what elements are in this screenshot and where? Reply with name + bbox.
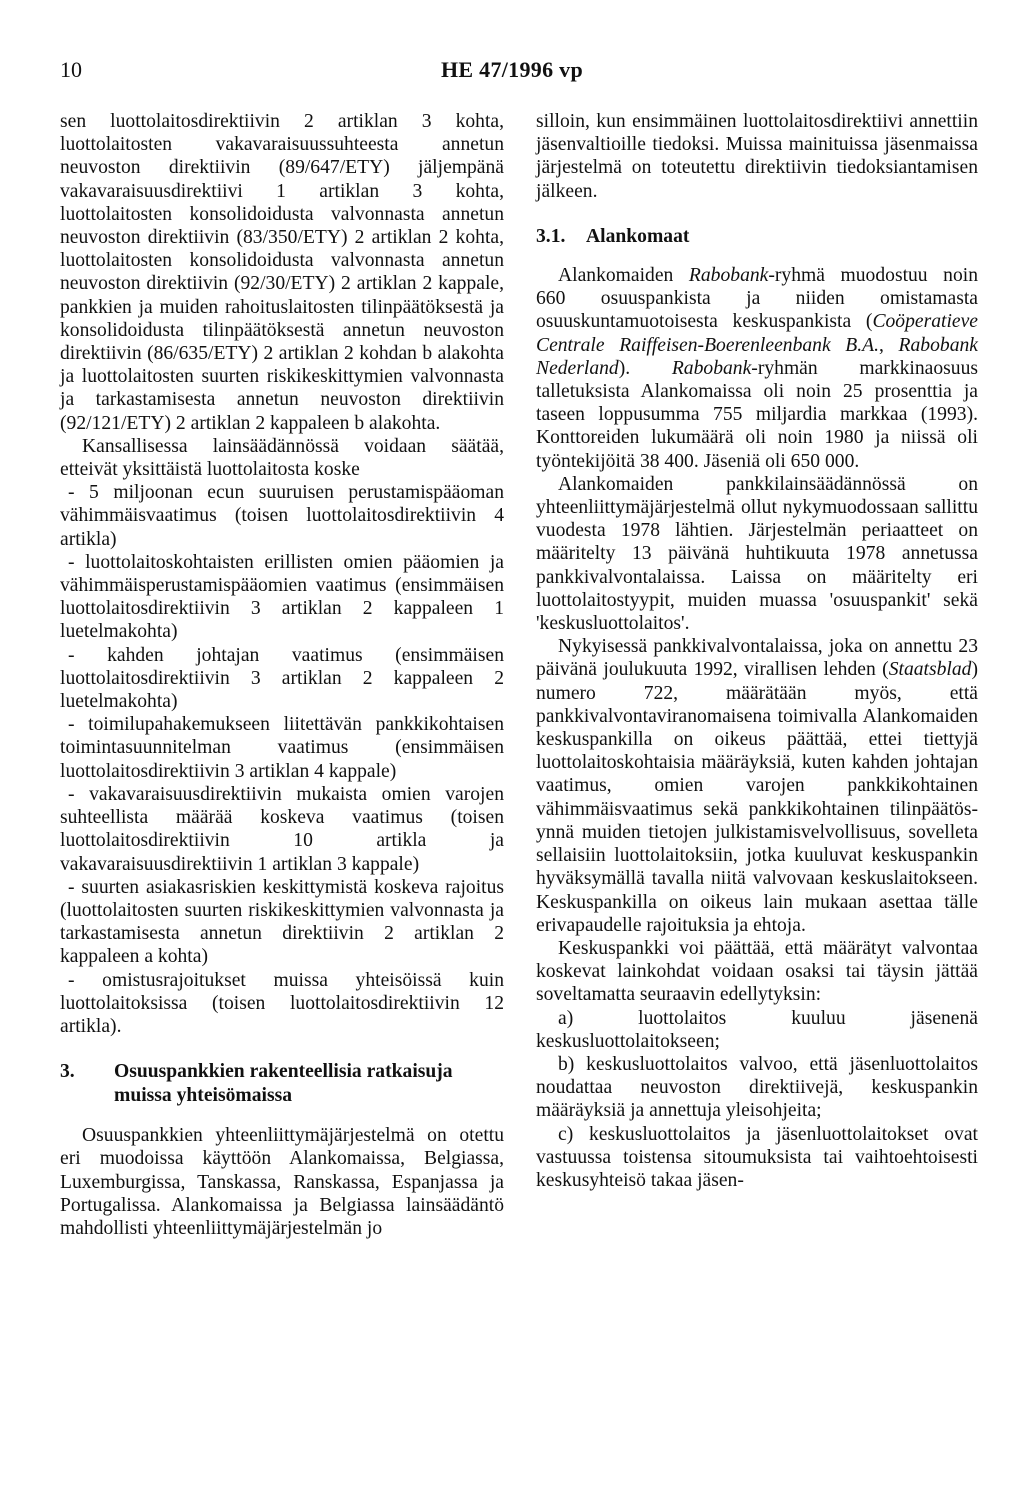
text-run: , [879,334,899,356]
text-run: ). [618,357,672,379]
section-heading [60,1060,504,1108]
page-number: 10 [60,57,82,82]
text-run: -ryhmä muodostuu noin 660 osuuspankista ja niiden omistamasta osuuskuntamuotoisesta keskuspankista ( [536,265,978,333]
journal-reference: HE 47/1996 vp [440,57,584,82]
paragraph: Kansallisessa lainsäädännössä voidaan säätää, etteivät yksittäistä luottolaitosta koske [60,435,504,481]
subsection-title: Alankomaat [586,225,690,247]
list-item: - toimilupahakemukseen liitettävän pankkikohtaisen toimintasuunnitelman vaatimus (ensimmäisen luottolaitosdirektiivin 3 artiklan 4 kappale) [60,714,504,782]
left-column [60,110,504,1240]
condition-item: c) keskusluottolaitos ja jäsenluottolaitokset ovat vastuussa toistensa sitoumuksista tai vaihtoehtoisesti keskusyhteisö takaa jäsen- [536,1123,978,1191]
paragraph [536,635,978,937]
list-item: - suurten asiakasriskien keskittymistä koskeva rajoitus (luottolaitosten suurten riskikeskittymien valvonnasta ja tarkastamisesta annetun direktiivin 2 artiklan 2 kappaleen a kohta) [60,876,504,968]
italic-term: Rabobank Nederland [536,334,978,379]
list-item: - 5 miljoonan ecun suuruisen perustamispääoman vähimmäisvaatimus (toisen luottolaitosdirektiivin 4 artikla) [60,482,504,550]
paragraph: Keskuspankki voi päättää, että määrätyt valvontaa koskevat lainkohdat voidaan osaksi tai täysin jättää soveltamatta seuraavin edellytyksin: [536,937,978,1006]
condition-item: a) luottolaitos kuuluu jäsenenä keskusluottolaitokseen; [536,1007,978,1052]
paragraph: Alankomaiden pankkilainsäädännössä on yhteenliittymäjärjestelmä ollut nykymuodossaan sallittu vuodesta 1978 lähtien. Järjestelmän periaatteet on määritelty 13 päivänä huhtikuuta 1978 annetussa pankkivalvontalaissa. Laissa on määritelty eri luottolaitostyypit, muiden muassa 'osuuspankit' sekä 'keskusluottolaitos'. [536,473,978,635]
italic-term: Rabobank [688,265,769,287]
right-column [536,110,978,1192]
italic-term: Coöperatieve Centrale Raiffeisen-Boerenleenbank B.A. [536,311,978,356]
paragraph: sen luottolaitosdirektiivin 2 artiklan 3 kohta, luottolaitosten vakavaraisuussuhteesta annetun neuvoston direktiivin (89/647/ETY) jäljempänä vakavaraisuusdirektiivi 1 artiklan 3 kohta, luottolaitosten konsolidoidusta valvonnasta annetun neuvoston direktiivin (83/350/ETY) 2 artiklan 2 kohta, luottolaitosten konsolidoidusta valvonnasta annetun neuvoston direktiivin (92/30/ETY) 2 artiklan 2 kappale, pankkien ja muiden rahoituslaitosten tilinpäätöksestä ja konsolidoidusta tilinpäätöksestä annetun neuvoston direktiivin (86/635/ETY) 2 artiklan 2 kohdan b alakohta ja luottolaitosten suurten riskikeskittymien valvonnasta ja tarkastamisesta annetun neuvoston direktiivin (92/121/ETY) 2 artiklan 2 kappaleen b alakohta. [60,111,504,434]
text-run: ) numero 722, määrätään myös, että pankkivalvontaviranomaisena toimivalla Alankomaiden keskuspankilla on oikeus päättää, ettei tiettyjä luottolaitoskohtaisia määräyksiä, kuten kahden johtajan vaatimus, omien varojen pankkikohtainen vähimmäisvaatimus sekä pankkikohtainen tilinpäätös- ynnä muiden tietojen julkistamisvelvollisuus, sovelleta sellaisiin luottolaitoksiin, jotka kuuluvat keskuspankin hyväksymällä tavalla niitä valvovaan keskuslaitokseen. Keskuspankilla on oikeus lain mukaan asettaa tälle erivapaudelle rajoituksia ja ehtoja. [536,659,978,936]
list-item: - luottolaitoskohtaisten erillisten omien pääomien ja vähimmäisperustamispääomien vaatimus (ensimmäisen luottolaitosdirektiivin 3 artiklan 2 kappaleen 1 luetelmakohta) [60,551,504,643]
list-item: - kahden johtajan vaatimus (ensimmäisen luottolaitosdirektiivin 3 artiklan 2 kappaleen 2 luetelmakohta) [60,644,504,713]
section-title: Osuuspankkien rakenteellisia ratkaisuja muissa yhteisömaissa [114,1061,453,1107]
section-number: 3. [60,1061,75,1083]
italic-term: Staatsblad [888,659,972,681]
page-header [60,52,964,88]
text-run: -ryhmän markkinaosuus talletuksista Alankomaissa oli noin 25 prosenttia ja taseen loppusumma 755 miljardia markkaa (1993). Konttoreiden lukumäärä oli noin 1980 ja niissä oli työntekijöitä 38 400. Jäseniä oli 650 000. [536,357,978,472]
subsection-heading [536,225,978,248]
text-run: Nykyisessä pankkivalvontalaissa, joka on annettu 23 päivänä joulukuuta 1992, virallisen lehden ( [536,636,978,681]
text-run: Alankomaiden [558,265,689,287]
subsection-number: 3.1. [536,225,566,247]
condition-item: b) keskusluottolaitos valvoo, että jäsenluottolaitos noudattaa neuvoston direktiivejä, keskuspankin määräyksiä ja annettuja yleisohjeita; [536,1053,978,1122]
paragraph: Osuuspankkien yhteenliittymäjärjestelmä on otettu eri muodoissa käyttöön Alankomaissa, Belgiassa, Luxemburgissa, Tanskassa, Ranskassa, Espanjassa ja Portugalissa. Alankomaissa ja Belgiassa lainsäädäntö mahdollisti yhteenliittymäjärjestelmän jo [60,1125,504,1239]
paragraph [536,264,978,473]
list-item: - omistusrajoitukset muissa yhteisöissä kuin luottolaitoksissa (toisen luottolaitosdirektiivin 12 artikla). [60,969,504,1037]
paragraph: silloin, kun ensimmäinen luottolaitosdirektiivi annettiin jäsenvaltioille tiedoksi. Muissa mainituissa jäsenmaissa järjestelmä on toteutettu direktiivin tiedoksiantamisen jälkeen. [536,111,978,202]
list-item: - vakavaraisuusdirektiivin mukaista omien varojen suhteellista määrää koskeva vaatimus (toisen luottolaitosdirektiivin 10 artikla ja vakavaraisuusdirektiivin 1 artiklan 3 kappale) [60,783,504,875]
italic-term: Rabobank [671,357,752,379]
